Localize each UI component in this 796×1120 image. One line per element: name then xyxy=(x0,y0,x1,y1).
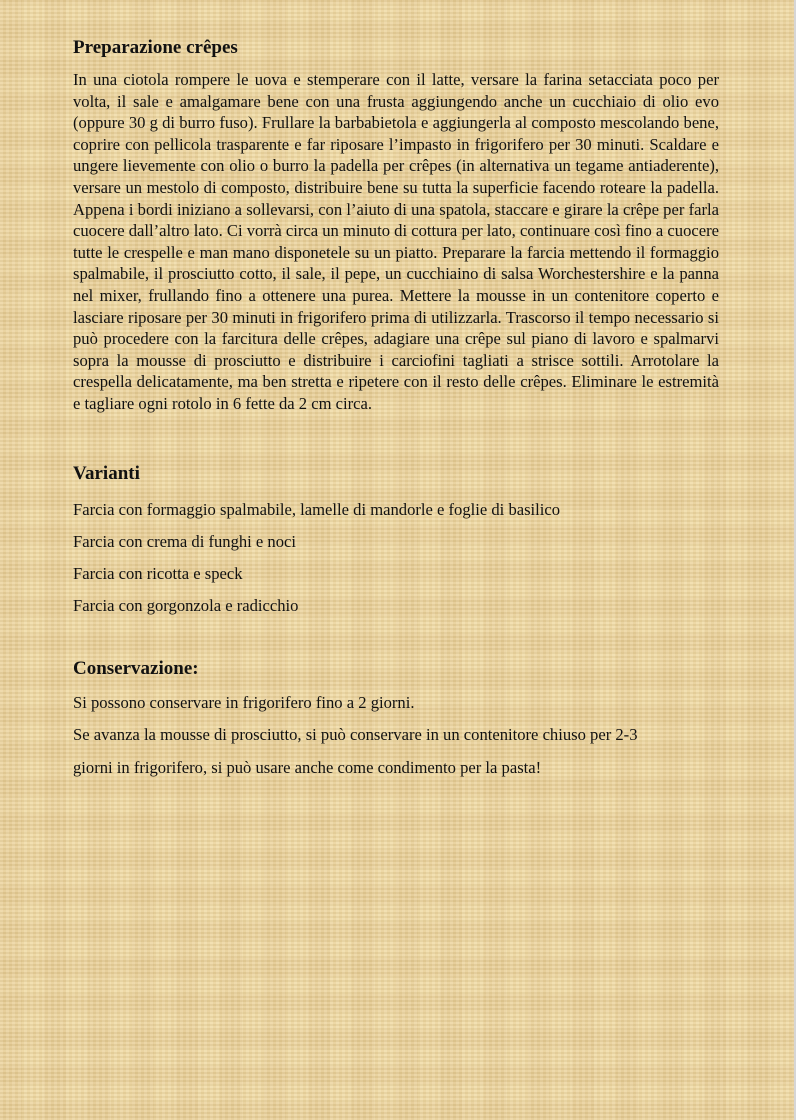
storage-line: Si possono conservare in frigorifero fino a 2 giorni. xyxy=(73,692,415,712)
storage-line: Se avanza la mousse di prosciutto, si può conservare in un contenitore chiuso per 2-3 xyxy=(73,725,638,744)
storage-list xyxy=(73,687,719,785)
storage-section xyxy=(73,657,719,785)
variant-item: Farcia con ricotta e speck xyxy=(73,563,243,583)
preparation-section xyxy=(73,36,719,415)
storage-line: giorni in frigorifero, si può usare anche come condimento per la pasta! xyxy=(73,757,542,777)
storage-title: Conservazione: xyxy=(73,657,199,679)
variant-item: Farcia con crema di funghi e noci xyxy=(73,531,297,551)
variant-item: Farcia con formaggio spalmabile, lamelle di mandorle e foglie di basilico xyxy=(73,499,561,519)
variant-item: Farcia con gorgonzola e radicchio xyxy=(73,595,299,615)
variants-list xyxy=(73,494,719,622)
preparation-text: In una ciotola rompere le uova e stemperare con il latte, versare la farina setacciata poco per volta, il sale e amalgamare bene con una frusta aggiungendo anche un cucchiaio di olio evo (oppure 30 g di burro fuso). Frullare la barbabietola e aggiungerla al composto mescolando bene, coprire con pellicola trasparente e far riposare l’impasto in frigorifero per 30 minuti. Scaldare e ungere lievemente con olio o burro la padella per crêpes (in alternativa un tegame antiaderente), versare un mestolo di composto, distribuire bene su tutta la superficie facendo roteare la padella. Appena i bordi iniziano a sollevarsi, con l’aiuto di una spatola, staccare e girare la crêpe per farla cuocere dall’altro lato. Ci vorrà circa un minuto di cottura per lato, continuare così fino a cuocere tutte le crespelle e man mano disponetele su un piatto. Preparare la farcia mettendo il formaggio spalmabile, il prosciutto cotto, il sale, il pepe, un cucchiaino di salsa Worchestershire e la panna nel mixer, frullando fino a ottenere una purea. Mettere la mousse in un contenitore coperto e lasciare riposare per 30 minuti in frigorifero prima di utilizzarla. Trascorso il tempo necessario si può procedere con la farcitura delle crêpes, adagiare una crêpe sul piano di lavoro e spalmarvi sopra la mousse di prosciutto e distribuire i carciofini tagliati a strisce sottili. Arrotolare la crespella delicatamente, ma ben stretta e ripetere con il resto delle crêpes. Eliminare le estremità e tagliare ogni rotolo in 6 fette da 2 cm circa. xyxy=(73,70,719,413)
document-page xyxy=(73,36,719,784)
variants-title: Varianti xyxy=(73,462,140,484)
variants-section xyxy=(73,462,719,622)
preparation-title: Preparazione crêpes xyxy=(73,37,238,58)
